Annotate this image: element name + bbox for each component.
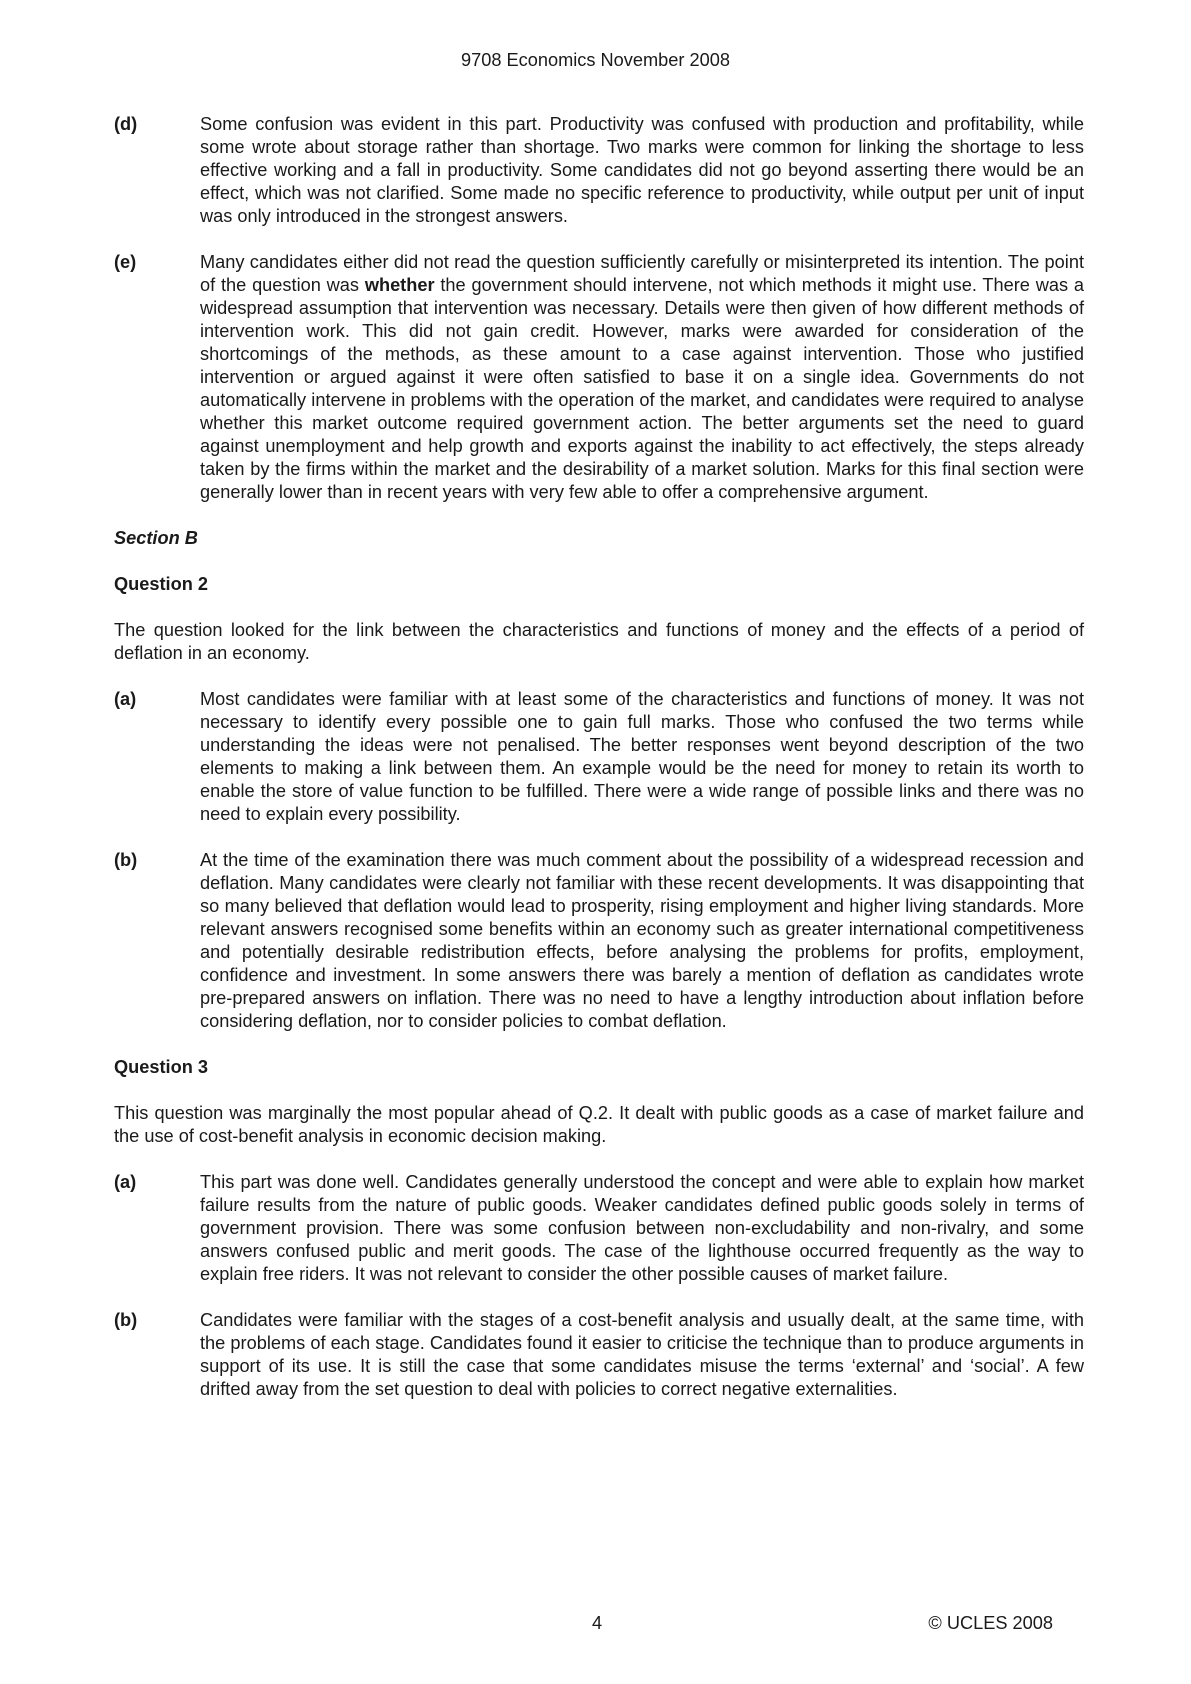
question-2-intro: The question looked for the link between the characteristics and functions of money and the effects of a period of deflation in an economy. (114, 620, 1084, 663)
question-2-heading: Question 2 (114, 574, 208, 594)
part-d-item (114, 113, 1084, 228)
emphasis-whether: whether (364, 275, 435, 295)
part-text: Most candidates were familiar with at least some of the characteristics and functions of money. It was not necessary to identify every possible one to gain full marks. Those who confused the two terms while understanding the ideas were not penalised. The better responses went beyond description of the two elements to making a link between them. An example would be the need for money to retain its worth to enable the store of value function to be fulfilled. There were a wide range of possible links and there was no need to explain every possibility. (200, 689, 1084, 824)
part-text-after: the government should intervene, not which methods it might use. There was a widespread assumption that intervention was necessary. Details were then given of how different methods of intervention work. This did not gain credit. However, marks were awarded for consideration of the shortcomings of the methods, as these amount to a case against intervention. Those who justified intervention or argued against it were often satisfied to base it on a single idea. Governments do not automatically intervene in problems with the operation of the market, and candidates were required to analyse whether this market outcome required government action. The better arguments set the need to guard against unemployment and help growth and exports against the inability to act effectively, the steps already taken by the firms within the market and the desirability of a market solution. Marks for this final section were generally lower than in recent years with very few able to offer a comprehensive argument. (200, 275, 1085, 502)
part-text: Candidates were familiar with the stages of a cost-benefit analysis and usually dealt, at the same time, with the problems of each stage. Candidates found it easier to criticise the technique than to produce arguments in support of its use. It is still the case that some candidates misuse the terms ‘external’ and ‘social’. A few drifted away from the set question to deal with policies to correct negative externalities. (200, 1310, 1084, 1399)
page-header-title: 9708 Economics November 2008 (461, 50, 730, 70)
part-label: (a) (114, 1172, 137, 1192)
part-text: At the time of the examination there was much comment about the possibility of a widespread recession and deflation. Many candidates were clearly not familiar with these recent developments. It was disappointing that so many believed that deflation would lead to prosperity, rising employment and higher living standards. More relevant answers recognised some benefits within an economy such as greater international competitiveness and potentially desirable redistribution effects, before analysing the problems for profits, employment, confidence and investment. In some answers there was barely a mention of deflation as candidates wrote pre-prepared answers on inflation. There was no need to have a lengthy introduction about inflation before considering deflation, nor to consider policies to combat deflation. (200, 850, 1084, 1031)
copyright-notice: © UCLES 2008 (928, 1613, 1053, 1633)
part-e-item (114, 251, 1084, 504)
q3-part-b-item (114, 1309, 1084, 1401)
part-text (200, 251, 1084, 504)
part-text: This part was done well. Candidates generally understood the concept and were able to explain how market failure results from the nature of public goods. Weaker candidates defined public goods solely in terms of government provision. There was some confusion between non-excludability and non-rivalry, and some answers confused public and merit goods. The case of the lighthouse occurred frequently as the way to explain free riders. It was not relevant to consider the other possible causes of market failure. (200, 1172, 1084, 1284)
part-text-before: Many candidates either did not read the question sufficiently carefully or misinterpreted its intention. The point of the question was (200, 252, 1084, 295)
q3-part-a-item (114, 1171, 1084, 1286)
part-text: Some confusion was evident in this part. Productivity was confused with production and profitability, while some wrote about storage rather than shortage. Two marks were common for linking the shortage to less effective working and a fall in productivity. Some candidates did not go beyond asserting there would be an effect, which was not clarified. Some made no specific reference to productivity, while output per unit of input was only introduced in the strongest answers. (200, 114, 1084, 226)
part-label: (b) (114, 1310, 138, 1330)
report-body (114, 113, 1084, 1424)
part-label: (d) (114, 114, 138, 134)
q2-part-b-item (114, 849, 1084, 1033)
part-label: (e) (114, 252, 137, 272)
part-label: (b) (114, 850, 138, 870)
part-label: (a) (114, 689, 137, 709)
question-3-heading: Question 3 (114, 1057, 208, 1077)
section-heading: Section B (114, 528, 198, 548)
question-3-intro: This question was marginally the most popular ahead of Q.2. It dealt with public goods as a case of market failure and the use of cost-benefit analysis in economic decision making. (114, 1103, 1084, 1146)
page-number: 4 (592, 1613, 603, 1633)
q2-part-a-item (114, 688, 1084, 826)
